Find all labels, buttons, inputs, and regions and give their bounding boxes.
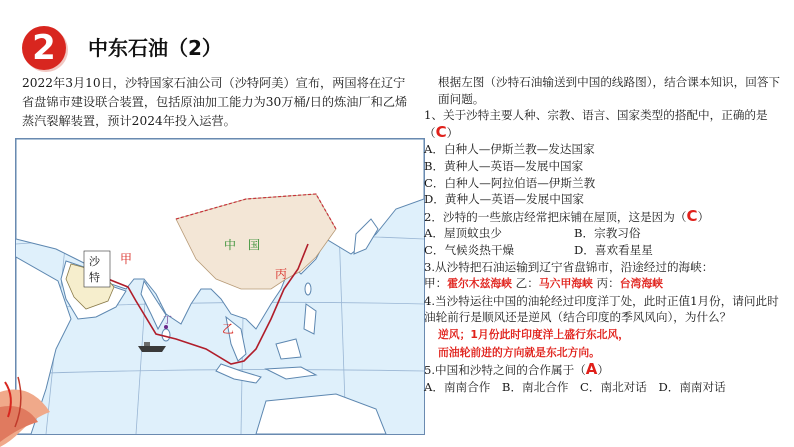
q2-option-b: B．宗教习俗 xyxy=(574,226,641,241)
q4-answer-line-2 xyxy=(424,344,784,362)
label-saudi-2: 特 xyxy=(89,271,100,284)
q3-bing-answer: 台湾海峡 xyxy=(619,277,663,291)
q1-answer: C xyxy=(435,122,447,141)
q3-stem: 3.从沙特把石油运输到辽宁省盘锦市，沿途经过的海峡： xyxy=(424,259,714,274)
q1-option-c: C．白种人—阿拉伯语—伊斯兰教 xyxy=(424,175,596,190)
q1-option-d: D．黄种人—英语—发展中国家 xyxy=(424,192,585,207)
slide-title: 中东石油（2） xyxy=(88,36,222,60)
q4-answer-line-1 xyxy=(424,326,784,344)
q5-stem-text: 5.中国和沙特之间的合作属于（ xyxy=(424,363,586,378)
q3-jia-label: 甲： xyxy=(424,276,448,291)
label-saudi-1: 沙 xyxy=(89,255,100,268)
q2-answer: C xyxy=(686,206,698,225)
q5-options: A．南南合作 B．南北合作 C．南北对话 D．南南对话 xyxy=(424,379,726,394)
q1-stem xyxy=(424,107,784,141)
label-jia: 甲 xyxy=(120,252,133,266)
label-bing: 丙 xyxy=(275,267,288,281)
q2-option-c: C．气候炎热干燥 xyxy=(424,242,515,257)
q1-option-b: B．黄种人—英语—发展中国家 xyxy=(424,158,584,173)
q4-answer-text-1: 逆风；1月份此时印度洋上盛行东北风， xyxy=(438,327,630,341)
q3-yi-label: 乙： xyxy=(515,276,539,291)
point-ding-letter: 丁 xyxy=(163,316,173,326)
questions-lead: 根据左图（沙特石油输送到中国的线路图），结合课本知识，回答下面问题。 xyxy=(438,75,781,106)
q2-stem xyxy=(424,208,784,226)
intro-paragraph: 2022年3月10日，沙特国家石油公司（沙特阿美）宣布，两国将在辽宁省盘锦市建设联合装置，包括原油加工能力为30万桶/日的炼油厂和乙烯蒸汽裂解装置，预计2024年投入运营。 xyxy=(22,76,408,128)
label-yi: 乙 xyxy=(222,322,235,336)
decorative-flower-icon xyxy=(0,372,60,447)
q3-answers xyxy=(424,275,784,293)
q2-close: ） xyxy=(697,209,710,224)
section-number-badge: 2 xyxy=(22,26,66,70)
q2-option-a: A．屋顶蚊虫少 xyxy=(424,226,502,241)
questions-panel xyxy=(424,74,784,395)
q1-option-a: A．白种人—伊斯兰教—发达国家 xyxy=(424,142,595,157)
q2-options-row-1 xyxy=(424,225,784,242)
q2-options-row-2 xyxy=(424,242,784,259)
top-stripe xyxy=(0,0,794,8)
q1-stem-text: 1、关于沙特主要人种、宗教、语言、国家类型的搭配中，正确的是（ xyxy=(424,108,768,140)
q2-stem-text: 2．沙特的一些旅店经常把床铺在屋顶，这是因为（ xyxy=(424,209,687,224)
q3-yi-answer: 马六甲海峡 xyxy=(538,277,593,291)
q4-stem: 4.当沙特运往中国的油轮经过印度洋丁处，此时正值1月份，请问此时油轮前行是顺风还是逆风（结合印度的季风风向），为什么？ xyxy=(424,293,779,325)
q3-jia-answer: 霍尔木兹海峡 xyxy=(447,277,512,291)
q5-stem xyxy=(424,361,784,379)
label-china: 中 国 xyxy=(224,238,261,252)
q3-bing-label: 丙： xyxy=(596,276,620,291)
q5-close: ） xyxy=(597,363,610,378)
q4-answer-text-2: 而油轮前进的方向就是东北方向。 xyxy=(438,345,600,359)
q2-option-d: D．喜欢看星星 xyxy=(574,242,653,257)
oil-route-map xyxy=(15,138,425,435)
q5-answer: A xyxy=(585,360,598,379)
q1-close: ） xyxy=(446,125,459,140)
